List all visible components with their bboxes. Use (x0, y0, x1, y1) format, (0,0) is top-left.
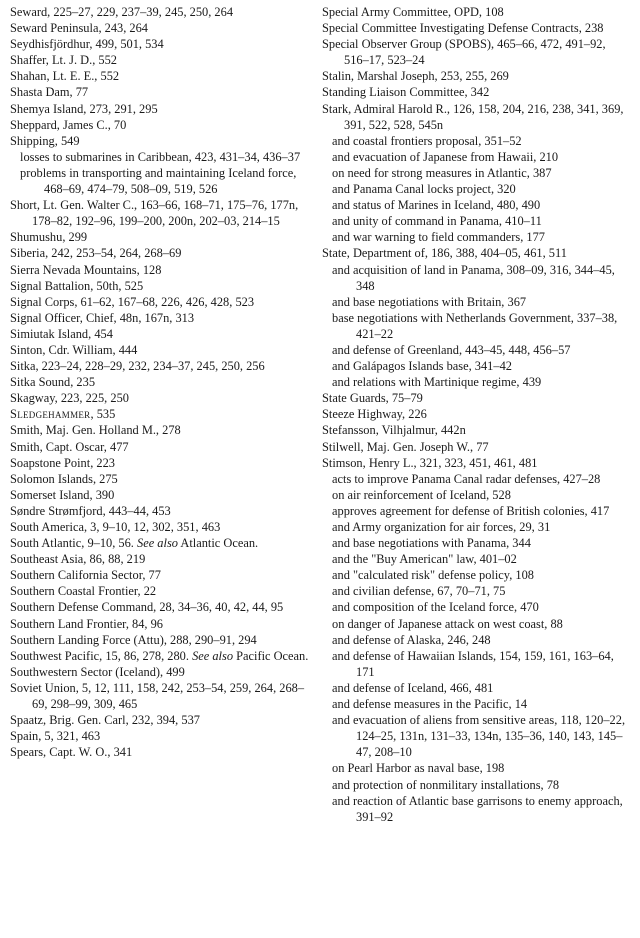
index-subentry: and base negotiations with Britain, 367 (332, 294, 527, 309)
index-entry: Southern Landing Force (Attu), 288, 290–91, 294 (10, 632, 257, 647)
index-entry: Signal Battalion, 50th, 525 (10, 278, 144, 293)
index-entry: Sierra Nevada Mountains, 128 (10, 262, 162, 277)
index-entry: Standing Liaison Committee, 342 (322, 85, 490, 100)
index-subentry: and base negotiations with Panama, 344 (332, 536, 531, 551)
index-entry: Soviet Union, 5, 12, 111, 158, 242, 253–54, 259, 264, 268–69, 298–99, 309, 465 (10, 680, 305, 712)
index-subentry: and defense of Hawaiian Islands, 154, 159, 161, 163–64, 171 (332, 648, 614, 679)
index-entry: Southern Defense Command, 28, 34–36, 40, 42, 44, 95 (10, 600, 284, 615)
index-subentry: problems in transporting and maintaining Iceland force, 468–69, 474–79, 508–09, 519, 526 (20, 165, 297, 197)
index-entry-pages: , 535 (90, 407, 116, 422)
index-entry: Spears, Capt. W. O., 341 (10, 745, 133, 760)
index-subentry: approves agreement for defense of British colonies, 417 (332, 503, 610, 518)
index-subentry: and evacuation of aliens from sensitive areas, 118, 120–22, 124–25, 131n, 131–33, 134n, 135–36, 140, 143, 145–47, 208–10 (332, 713, 626, 760)
index-entry: Stimson, Henry L., 321, 323, 451, 461, 481 (322, 455, 538, 470)
index-entry: Seward Peninsula, 243, 264 (10, 21, 149, 36)
index-subentry: on danger of Japanese attack on west coast, 88 (332, 616, 563, 631)
index-subentry: and civilian defense, 67, 70–71, 75 (332, 584, 506, 599)
index-entry: Southern Land Frontier, 84, 96 (10, 616, 163, 631)
index-entry: Southeast Asia, 86, 88, 219 (10, 552, 146, 567)
index-entry-text: South Atlantic, 9–10, 56. (10, 536, 138, 551)
index-entry: Shumushu, 299 (10, 230, 88, 245)
index-entry: Seward, 225–27, 229, 237–39, 245, 250, 264 (10, 5, 234, 19)
index-column-right (322, 4, 628, 825)
index-entry: Southern Coastal Frontier, 22 (10, 584, 157, 599)
index-subentry: and Panama Canal locks project, 320 (332, 182, 516, 197)
see-also-target: Pacific Ocean. (233, 648, 309, 663)
index-entry: Short, Lt. Gen. Walter C., 163–66, 168–71, 175–76, 177n, 178–82, 192–96, 199–200, 200n, 202–03, 214–15 (10, 198, 299, 229)
index-entry: Shipping, 549 (10, 133, 80, 148)
index-entry: Spain, 5, 321, 463 (10, 729, 101, 744)
index-entry: Sitka Sound, 235 (10, 375, 96, 390)
index-entry: Søndre Strømfjord, 443–44, 453 (10, 503, 171, 518)
index-entry: Smith, Maj. Gen. Holland M., 278 (10, 423, 181, 438)
index-entry: Signal Officer, Chief, 48n, 167n, 313 (10, 310, 195, 325)
index-subentry: and evacuation of Japanese from Hawaii, 210 (332, 149, 559, 164)
index-subentry: and Galápagos Islands base, 341–42 (332, 359, 512, 374)
index-entry (10, 406, 310, 422)
index-subentry: on Pearl Harbor as naval base, 198 (332, 761, 505, 776)
index-entry: Special Army Committee, OPD, 108 (322, 5, 504, 19)
index-subentry: and relations with Martinique regime, 439 (332, 375, 542, 390)
index-entry: Stefansson, Vilhjalmur, 442n (322, 423, 466, 438)
index-subentry: and defense of Alaska, 246, 248 (332, 632, 491, 647)
index-subentry: on air reinforcement of Iceland, 528 (332, 487, 511, 502)
index-subentry: and status of Marines in Iceland, 480, 490 (332, 198, 541, 213)
index-subentry: and protection of nonmilitary installations, 78 (332, 777, 560, 792)
see-also-target: Atlantic Ocean. (177, 536, 259, 551)
index-subentry: and Army organization for air forces, 29, 31 (332, 520, 551, 534)
index-entry: Spaatz, Brig. Gen. Carl, 232, 394, 537 (10, 713, 200, 728)
index-subentry: and "calculated risk" defense policy, 108 (332, 568, 534, 583)
index-entry: Seydhisfjördhur, 499, 501, 534 (10, 37, 164, 52)
index-entry: Stalin, Marshal Joseph, 253, 255, 269 (322, 69, 509, 84)
index-entry: Sinton, Cdr. William, 444 (10, 342, 138, 357)
index-subentry: acts to improve Panama Canal radar defenses, 427–28 (332, 471, 601, 486)
index-entry: Shemya Island, 273, 291, 295 (10, 101, 158, 116)
index-entry: Skagway, 223, 225, 250 (10, 391, 129, 406)
index-entry: Stilwell, Maj. Gen. Joseph W., 77 (322, 439, 489, 454)
index-subentry: and reaction of Atlantic base garrisons to enemy approach, 391–92 (332, 793, 623, 824)
index-entry: Soapstone Point, 223 (10, 455, 115, 470)
index-entry: State, Department of, 186, 388, 404–05, 461, 511 (322, 246, 567, 261)
index-entry: Solomon Islands, 275 (10, 471, 118, 486)
index-entry: Signal Corps, 61–62, 167–68, 226, 426, 428, 523 (10, 294, 255, 309)
index-entry: Southwestern Sector (Iceland), 499 (10, 664, 185, 679)
index-entry: Special Observer Group (SPOBS), 465–66, 472, 491–92, 516–17, 523–24 (322, 37, 606, 68)
index-entry: Shasta Dam, 77 (10, 85, 89, 100)
index-subentry: losses to submarines in Caribbean, 423, 431–34, 436–37 (20, 149, 301, 164)
index-column-left (10, 4, 310, 760)
index-entry: Simiutak Island, 454 (10, 326, 113, 341)
index-subentry: and composition of the Iceland force, 470 (332, 600, 539, 615)
index-entry: Shaffer, Lt. J. D., 552 (10, 53, 117, 68)
index-subentry: and unity of command in Panama, 410–11 (332, 214, 542, 229)
index-entry: Sheppard, James C., 70 (10, 117, 127, 132)
index-subentry: and the "Buy American" law, 401–02 (332, 552, 517, 567)
index-entry: Sitka, 223–24, 228–29, 232, 234–37, 245, 250, 256 (10, 359, 265, 374)
index-entry: Siberia, 242, 253–54, 264, 268–69 (10, 246, 182, 261)
index-entry: Steeze Highway, 226 (322, 407, 427, 422)
index-entry: State Guards, 75–79 (322, 391, 423, 406)
index-subentry: and war warning to field commanders, 177 (332, 230, 545, 245)
index-subentry: on need for strong measures in Atlantic, 387 (332, 165, 552, 180)
see-also-label: See also (137, 536, 178, 551)
index-entry: Smith, Capt. Oscar, 477 (10, 439, 129, 454)
index-entry: Shahan, Lt. E. E., 552 (10, 69, 120, 84)
index-subentry: and defense measures in the Pacific, 14 (332, 697, 528, 712)
index-subentry: and defense of Greenland, 443–45, 448, 456–57 (332, 342, 571, 357)
index-subentry: and defense of Iceland, 466, 481 (332, 680, 494, 695)
index-subentry: and acquisition of land in Panama, 308–09, 316, 344–45, 348 (332, 262, 615, 293)
index-entry: Special Committee Investigating Defense Contracts, 238 (322, 21, 604, 36)
index-entry: Somerset Island, 390 (10, 487, 115, 502)
see-also-label: See also (192, 648, 234, 663)
index-entry-heading: Sledgehammer (10, 407, 91, 422)
index-entry: South America, 3, 9–10, 12, 302, 351, 463 (10, 520, 221, 534)
index-entry: Stark, Admiral Harold R., 126, 158, 204, 216, 238, 341, 369, 391, 522, 528, 545n (322, 101, 624, 132)
index-entry-text: Southwest Pacific, 15, 86, 278, 280. (10, 648, 193, 663)
index-entry (10, 648, 310, 664)
index-entry: Southern California Sector, 77 (10, 568, 161, 583)
index-subentry: base negotiations with Netherlands Government, 337–38, 421–22 (332, 310, 618, 341)
index-subentry: and coastal frontiers proposal, 351–52 (332, 133, 522, 148)
index-entry (10, 535, 310, 551)
